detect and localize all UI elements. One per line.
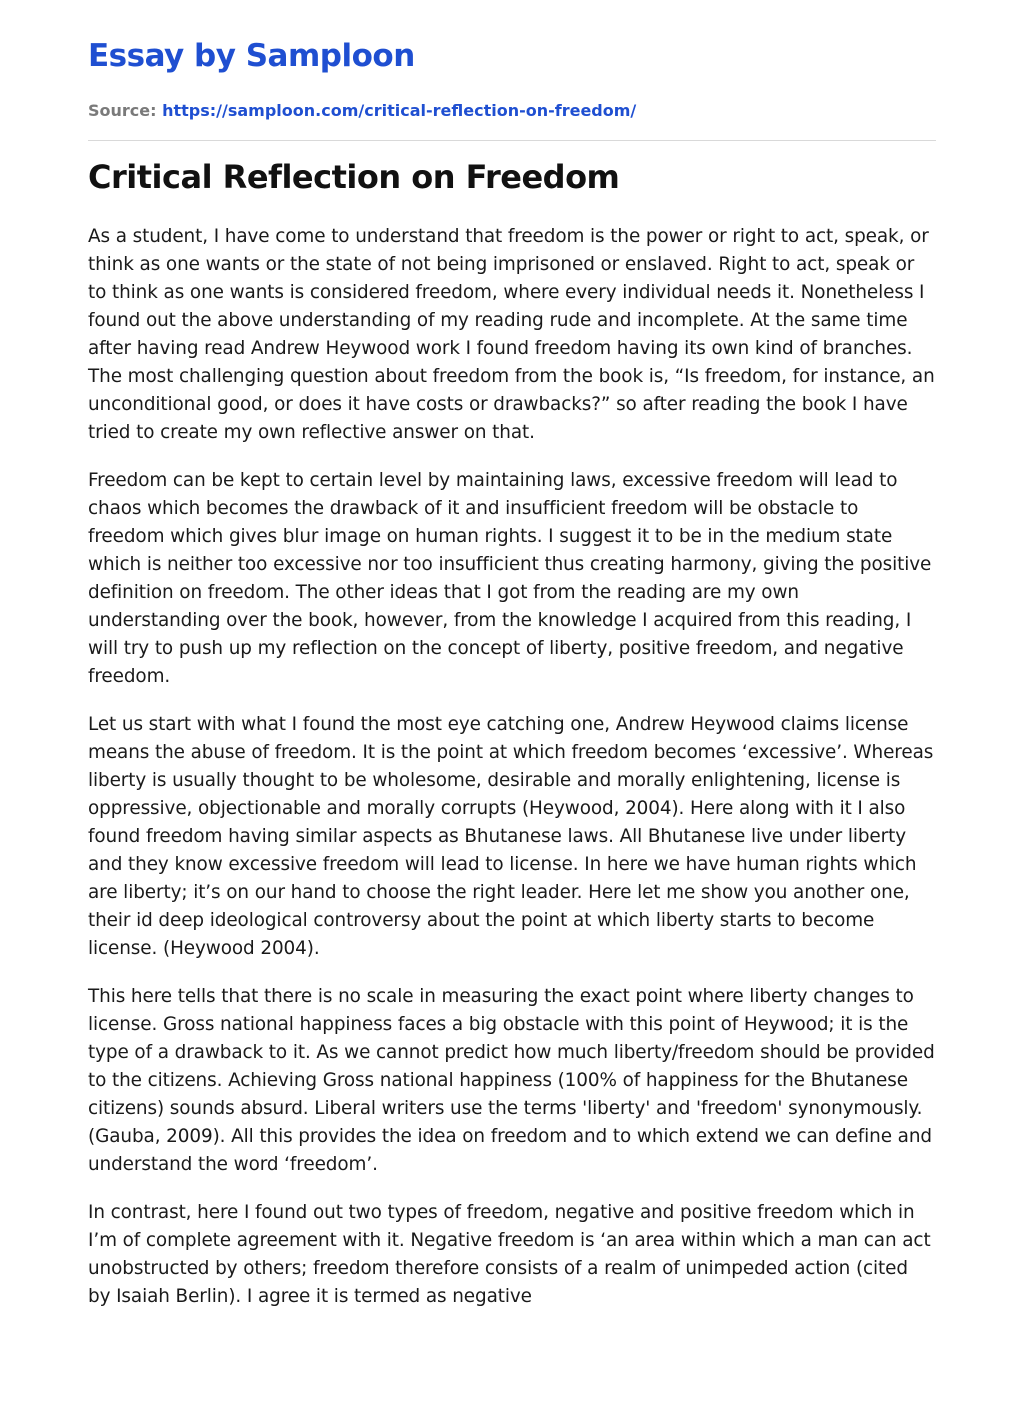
- essay-page: [88, 0, 936, 1331]
- essay-paragraph: Freedom can be kept to certain level by maintaining laws, excessive freedom will lead to chaos which becomes the drawback of it and insufficient freedom will be obstacle to freedom which gives blur image on human rights. I suggest it to be in the medium state which is neither too excessive nor too insufficient thus creating harmony, giving the positive definition on freedom. The other ideas that I got from the reading are my own understanding over the book, however, from the knowledge I acquired from this reading, I will try to push up my reflection on the concept of liberty, positive freedom, and negative freedom.: [88, 470, 932, 687]
- essay-paragraph: As a student, I have come to understand that freedom is the power or right to act, speak, or think as one wants or the state of not being imprisoned or enslaved. Right to act, speak or to think as one wants is considered freedom, where every individual needs it. Nonetheless I found out the above understanding of my reading rude and incomplete. At the same time after having read Andrew Heywood work I found freedom having its own kind of branches. The most challenging question about freedom from the book is, “Is freedom, for instance, an unconditional good, or does it have costs or drawbacks?” so after reading the book I have tried to create my own reflective answer on that.: [88, 226, 935, 443]
- essay-paragraph: This here tells that there is no scale in measuring the exact point where liberty changes to license. Gross national happiness faces a big obstacle with this point of Heywood; it is the type of a drawback to it. As we cannot predict how much liberty/freedom should be provided to the citizens. Achieving Gross national happiness (100% of happiness for the Bhutanese citizens) sounds absurd. Liberal writers use the terms 'liberty' and 'freedom' synonymously. (Gauba, 2009). All this provides the idea on freedom and to which extend we can define and understand the word ‘freedom’.: [88, 986, 935, 1175]
- source-line: [88, 100, 936, 122]
- header-divider: [88, 140, 936, 141]
- essay-paragraph: Let us start with what I found the most eye catching one, Andrew Heywood claims license means the abuse of freedom. It is the point at which freedom becomes ‘excessive’. Whereas liberty is usually thought to be wholesome, desirable and morally enlightening, license is oppressive, objectionable and morally corrupts (Heywood, 2004). Here along with it I also found freedom having similar aspects as Bhutanese laws. All Bhutanese live under liberty and they know excessive freedom will lead to license. In here we have human rights which are liberty; it’s on our hand to choose the right leader. Here let me show you another one, their id deep ideological controversy about the point at which liberty starts to become license. (Heywood 2004).: [88, 714, 934, 959]
- essay-title: Critical Reflection on Freedom: [88, 158, 620, 196]
- source-link[interactable]: https://samploon.com/critical-reflection-on-freedom/: [162, 101, 637, 120]
- site-brand[interactable]: Essay by Samploon: [88, 38, 415, 74]
- essay-paragraph: In contrast, here I found out two types of freedom, negative and positive freedom which in I’m of complete agreement with it. Negative freedom is ‘an area within which a man can act unobstructed by others; freedom therefore consists of a realm of unimpeded action (cited by Isaiah Berlin). I agree it is termed as negative: [88, 1202, 931, 1307]
- source-label: Source:: [88, 101, 157, 120]
- essay-body: [88, 223, 936, 1311]
